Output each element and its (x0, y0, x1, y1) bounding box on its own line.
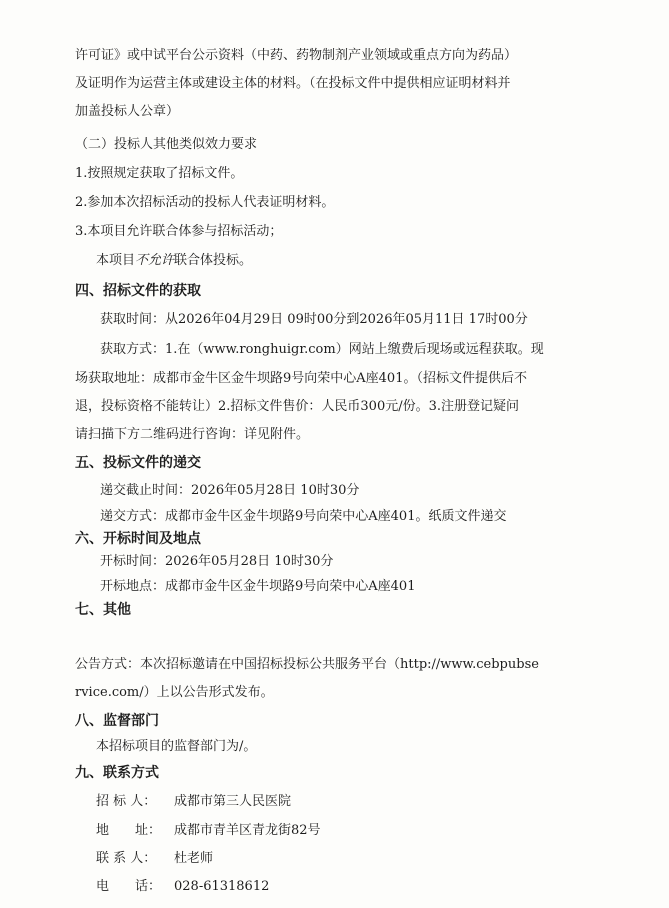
paragraph-line: 许可证》或中试平台公示资料（中药、药物制剂产业领域或重点方向为药品） (75, 48, 518, 63)
subsection-heading: （二）投标人其他类似效力要求 (75, 137, 258, 152)
contact-label: 电 话： (96, 879, 162, 894)
consortium-statement (96, 252, 252, 270)
section-heading: 五、投标文件的递交 (75, 455, 201, 471)
section-heading: 九、联系方式 (75, 765, 159, 781)
paragraph-line: 获取方式：1.在（www.ronghuigr.com）网站上缴费后现场或远程获取。现 (100, 342, 544, 357)
contact-label: 招 标 人： (96, 794, 157, 809)
paragraph-line: rvice.com/）上以公告形式发布。 (75, 685, 274, 700)
section-heading: 七、其他 (75, 602, 131, 618)
section-heading: 八、监督部门 (75, 713, 159, 729)
paragraph-line: 公告方式：本次招标邀请在中国招标投标公共服务平台（http://www.cebpubse (75, 657, 539, 672)
contact-row-address (96, 822, 321, 840)
handwritten-value: 不允许 (135, 253, 175, 268)
contact-row-tenderer (96, 793, 291, 811)
paragraph-line: 获取时间：从2026年04月29日 09时00分到2026年05月11日 17时00分 (100, 312, 528, 327)
paragraph-line: 场获取地址：成都市金牛区金牛坝路9号向荣中心A座401。（招标文件提供后不 (75, 371, 527, 386)
list-item: 3.本项目允许联合体参与招标活动； (75, 224, 283, 239)
contact-value: 杜老师 (174, 851, 214, 866)
contact-value: 成都市青羊区青龙街82号 (174, 823, 321, 838)
paragraph-line: 加盖投标人公章） (75, 104, 180, 119)
paragraph-line: 本招标项目的监督部门为/。 (96, 739, 257, 754)
contact-row-person (96, 850, 213, 868)
contact-label: 地 址： (96, 823, 162, 838)
section-heading: 四、招标文件的获取 (75, 283, 201, 299)
statement-prefix: 本项目 (96, 253, 136, 268)
paragraph-line: 及证明作为运营主体或建设主体的材料。（在投标文件中提供相应证明材料并 (75, 76, 511, 91)
section-heading: 六、开标时间及地点 (75, 531, 201, 547)
paragraph-line: 开标地点：成都市金牛区金牛坝路9号向荣中心A座401 (100, 579, 416, 594)
paragraph-line: 开标时间：2026年05月28日 10时30分 (100, 554, 334, 569)
list-item: 1.按照规定获取了招标文件。 (75, 166, 244, 181)
contact-value: 成都市第三人民医院 (174, 794, 292, 809)
statement-suffix: 联合体投标。 (174, 253, 253, 268)
paragraph-line: 递交方式：成都市金牛区金牛坝路9号向荣中心A座401。纸质文件递交 (100, 509, 507, 524)
contact-label: 联 系 人： (96, 851, 157, 866)
list-item: 2.参加本次招标活动的投标人代表证明材料。 (75, 195, 335, 210)
paragraph-line: 退，投标资格不能转让）2.招标文件售价：人民币300元/份。3.注册登记疑问 (75, 399, 519, 414)
contact-value: 028-61318612 (174, 879, 270, 894)
paragraph-line: 递交截止时间：2026年05月28日 10时30分 (100, 483, 360, 498)
paragraph-line: 请扫描下方二维码进行咨询：详见附件。 (75, 427, 310, 442)
contact-row-phone (96, 878, 269, 896)
